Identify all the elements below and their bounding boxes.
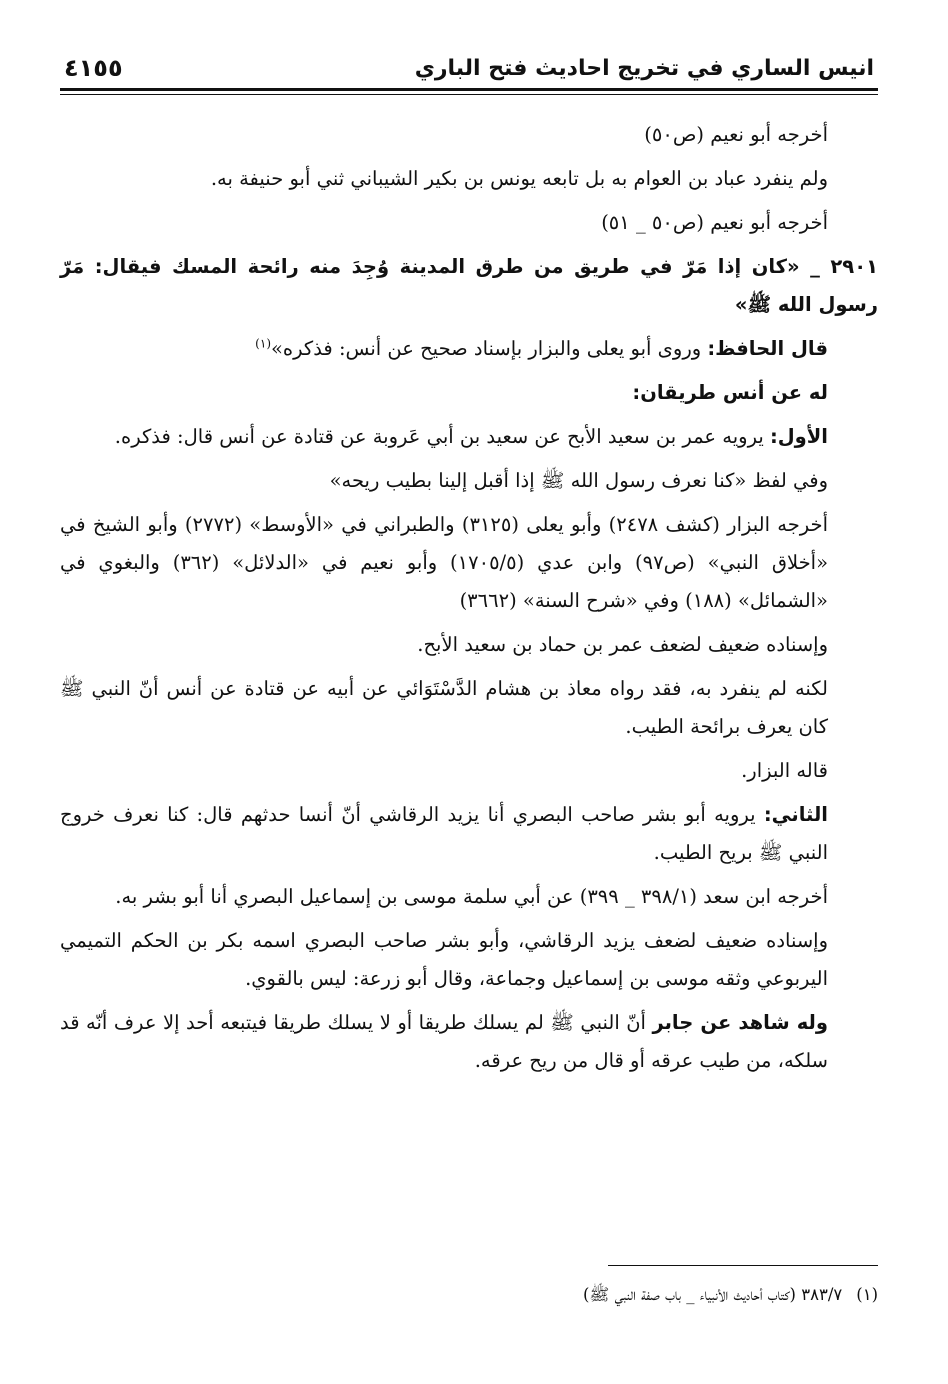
paragraph: لكنه لم ينفرد به، فقد رواه معاذ بن هشام الدَّسْتَوَائي عن أبيه عن قتادة عن أنس أنّ النبي ﷺ كان يعرف برائحة الطيب. — [60, 677, 828, 738]
footnote-separator — [608, 1265, 878, 1266]
paragraph: وفي لفظ «كنا نعرف رسول الله ﷺ إذا أقبل إلينا بطيب ريحه» — [329, 469, 828, 492]
paragraph: وإسناده ضعيف لضعف يزيد الرقاشي، وأبو بشر صاحب البصري اسمه بكر بن الحكم التميمي اليربوعي وثقه موسى بن إسماعيل وجماعة، وقال أبو زرعة: ليس بالقوي. — [60, 929, 828, 990]
page-number: ٤١٥٥ — [64, 54, 123, 82]
paragraph: أخرجه أبو نعيم (ص٥٠) — [644, 123, 828, 146]
footnote-marker: (١) — [255, 336, 271, 351]
hadith-heading: ٢٩٠١ _ «كان إذا مَرّ في طريق من طرق المدينة وُجِدَ منه رائحة المسك فيقال: مَرّ رسول الله ﷺ» — [60, 255, 878, 316]
paragraph: الثاني: يرويه أبو بشر صاحب البصري أنا يزيد الرقاشي أنّ أنسا حدثهم قال: كنا نعرف خروج النبي ﷺ بريح الطيب. — [60, 803, 828, 864]
main-text — [60, 116, 878, 1086]
footnote-number: (١) — [856, 1285, 878, 1304]
paragraph: وإسناده ضعيف لضعف عمر بن حماد بن سعيد الأبح. — [417, 633, 828, 656]
footnote — [60, 1280, 878, 1310]
book-title: انيس الساري في تخريج احاديث فتح الباري — [414, 56, 874, 81]
document-page — [60, 50, 878, 1370]
paragraph: قال الحافظ: وروى أبو يعلى والبزار بإسناد صحيح عن أنس: فذكره»$^{(١)}$ — [255, 336, 828, 360]
footnote-text: ٣٨٣/٧ (كتاب أحاديث الأنبياء _ باب صفة النبي ﷺ) — [582, 1285, 843, 1304]
paragraph: وله شاهد عن جابر أنّ النبي ﷺ لم يسلك طريقا أو لا يسلك طريقا فيتبعه أحد إلا عرف أنّه قد سلكه، من طيب عرقه أو قال من ريح عرقه. — [60, 1011, 828, 1072]
header-rule-thick — [60, 88, 878, 91]
running-header — [60, 50, 878, 90]
paragraph: أخرجه ابن سعد (٣٩٨/١ _ ٣٩٩) عن أبي سلمة موسى بن إسماعيل البصري أنا أبو بشر به. — [115, 885, 828, 908]
paragraph: قاله البزار. — [741, 759, 828, 782]
paragraph: أخرجه البزار (كشف ٢٤٧٨) وأبو يعلى (٣١٢٥) والطبراني في «الأوسط» (٢٧٧٢) وأبو الشيخ في «أخلاق النبي» (ص٩٧) وابن عدي (١٧٠٥/٥) وأبو نعيم في «الدلائل» (٣٦٢) والبغوي في «الشمائل» (١٨٨) وفي «شرح السنة» (٣٦٦٢) — [60, 513, 828, 612]
paragraph: الأول: يرويه عمر بن سعيد الأبح عن سعيد بن أبي عَروبة عن قتادة عن أنس قال: فذكره. — [114, 425, 828, 448]
paragraph: أخرجه أبو نعيم (ص٥٠ _ ٥١) — [601, 211, 828, 234]
paragraph: له عن أنس طريقان: — [632, 381, 828, 404]
header-rule-thin — [60, 94, 878, 95]
paragraph: ولم ينفرد عباد بن العوام به بل تابعه يونس بن بكير الشيباني ثني أبو حنيفة به. — [210, 167, 828, 190]
